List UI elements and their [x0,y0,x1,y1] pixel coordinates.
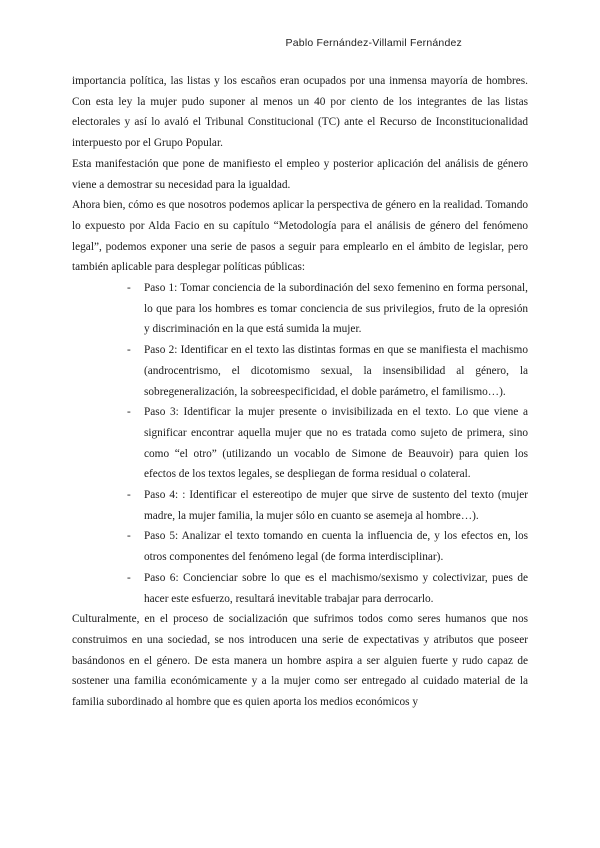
list-item [72,526,528,567]
paragraph: Ahora bien, cómo es que nosotros podemos aplicar la perspectiva de género en la realidad. Tomando lo expuesto por Alda Facio en su capítulo “Metodología para el análisis de género del fenómeno legal”, podemos exponer una serie de pasos a seguir para emplearlo en el ámbito de legislar, pero también aplicable para desplegar políticas públicas: [72,199,528,274]
list-item-text: Paso 5: Analizar el texto tomando en cuenta la influencia de, y los efectos en, los otros componentes del fenómeno legal (de forma interdisciplinar). [144,530,528,564]
list-bullet: - [127,406,131,419]
list-bullet: - [127,489,131,502]
paragraph: Esta manifestación que pone de manifiesto el empleo y posterior aplicación del análisis de género viene a demostrar su necesidad para la igualdad. [72,157,528,191]
list-item [72,278,528,340]
list-item [72,340,528,402]
list-item-text: Paso 2: Identificar en el texto las distintas formas en que se manifiesta el machismo (androcentrismo, el dicotomismo sexual, la insensibilidad al género, la sobregeneralización, la sobreespecificidad, el doble parámetro, el familismo…). [144,344,528,398]
list-item-text: Paso 1: Tomar conciencia de la subordinación del sexo femenino en forma personal, lo que para los hombres es tomar conciencia de sus privilegios, fruto de la opresión y discriminación en la que está sumida la mujer. [144,282,528,336]
list-bullet: - [127,571,131,584]
body-text [72,71,528,713]
paragraph: Culturalmente, en el proceso de socialización que sufrimos todos como seres humanos que nos construimos en una sociedad, se nos introducen una serie de expectativas y atributos que poseer basándonos en el género. De esta manera un hombre aspira a ser alguien fuerte y rudo capaz de sostener una familia económicamente y a la mujer como ser entregado al cuidado material de la familia subordinado al hombre que es quien aporta los medios económicos y [72,613,528,709]
list-item [72,485,528,526]
list-item [72,568,528,609]
list-item-text: Paso 6: Concienciar sobre lo que es el machismo/sexismo y colectivizar, pues de hacer este esfuerzo, resultará inevitable trabajar para derrocarlo. [144,571,528,605]
running-header-author: Pablo Fernández-Villamil Fernández [285,37,462,49]
paragraph: importancia política, las listas y los escaños eran ocupados por una inmensa mayoría de hombres. Con esta ley la mujer pudo suponer al menos un 40 por ciento de los integrantes de las listas electorales y así lo avaló el Tribunal Constitucional (TC) ante el Recurso de Inconstitucionalidad interpuesto por el Grupo Popular. [72,75,528,150]
list-bullet: - [127,344,131,357]
steps-list [72,278,528,609]
list-item-text: Paso 3: Identificar la mujer presente o invisibilizada en el texto. Lo que viene a significar encontrar aquella mujer que no es tratada como sujeto de primera, sino como “el otro” (utilizando un vocablo de Simone de Beauvoir) para quien los efectos de los textos legales, se despliegan de forma residual o colateral. [144,406,528,481]
list-item-text: Paso 4: : Identificar el estereotipo de mujer que sirve de sustento del texto (mujer madre, la mujer familia, la mujer sólo en cuanto se asemeja al hombre…). [144,489,528,522]
list-bullet: - [127,282,131,295]
list-bullet: - [127,530,131,543]
list-item [72,402,528,485]
